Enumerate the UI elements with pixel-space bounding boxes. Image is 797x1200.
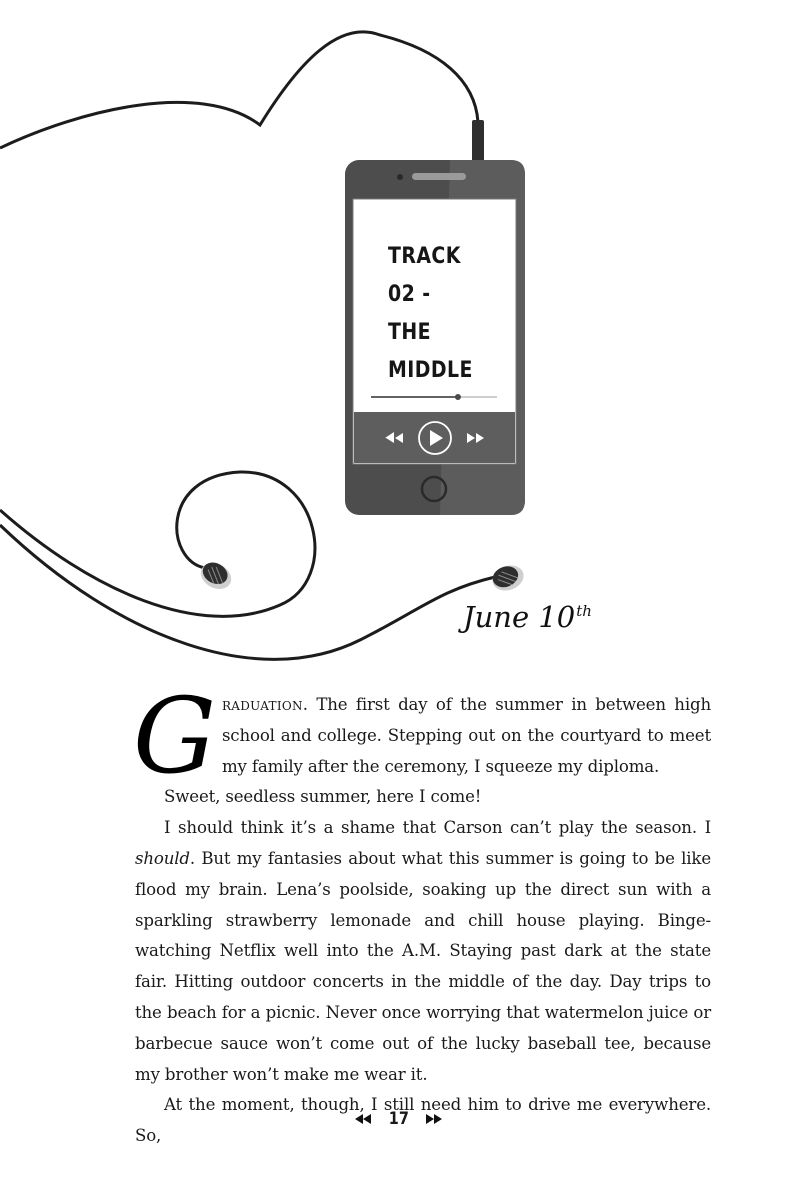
paragraph-4: At the moment, though, I still need him to drive me everywhere. So, [135,1095,711,1146]
earbud-left-icon [196,558,236,594]
fast-forward-icon [425,1113,443,1125]
earbud-cable-right [0,525,495,659]
track-title-line-1: TRACK 02 - [388,244,461,307]
track-title-line-2: THE [388,320,431,345]
paragraph-3-start: I should think it’s a shame that Carson can’t play the season. I [164,818,711,838]
earbud-cable-left [0,32,478,148]
phone-speaker [412,173,466,180]
progress-knob[interactable] [455,394,461,400]
lead-smallcaps: raduation [221,695,303,714]
chapter-date [463,600,592,634]
date-suffix: th [576,602,592,621]
phone-camera [397,174,403,180]
paragraph-3 [135,813,711,1090]
body-text [133,675,711,1152]
track-title [388,238,491,390]
earbud-cable-lower [0,472,315,616]
paragraph-3-end: . But my fantasies about what this summer is going to be like flood my brain. Lena’s poolside, soaking up the direct sun with a sparkling strawberry lemonade and chill house playing. Binge-watching Netflix well into the A.M. Staying past dark at the state fair. Hitting outdoor concerts in the middle of the day. Day trips to the beach for a picnic. Never once worrying that watermelon juice or barbecue sauce won’t come out of the lucky baseball tee, because my brother won’t make me wear it. [135,848,711,1084]
rewind-icon [354,1113,372,1125]
paragraph-3-italic: should [135,848,190,868]
headphone-jack [472,120,484,162]
paragraph-2: Sweet, seedless summer, here I come! [164,787,482,807]
page-number: 17 [388,1108,409,1129]
track-title-line-3: MIDDLE [388,358,473,383]
earbud-right-icon [489,561,527,594]
paragraph-1-rest: . The first day of the summer in between high school and college. Stepping out on the courtyard to meet my family after the ceremony, I squeeze my diploma. [221,695,711,776]
page-footer [0,1108,797,1129]
drop-cap: G [133,675,216,797]
date-main: June 10 [463,600,576,634]
